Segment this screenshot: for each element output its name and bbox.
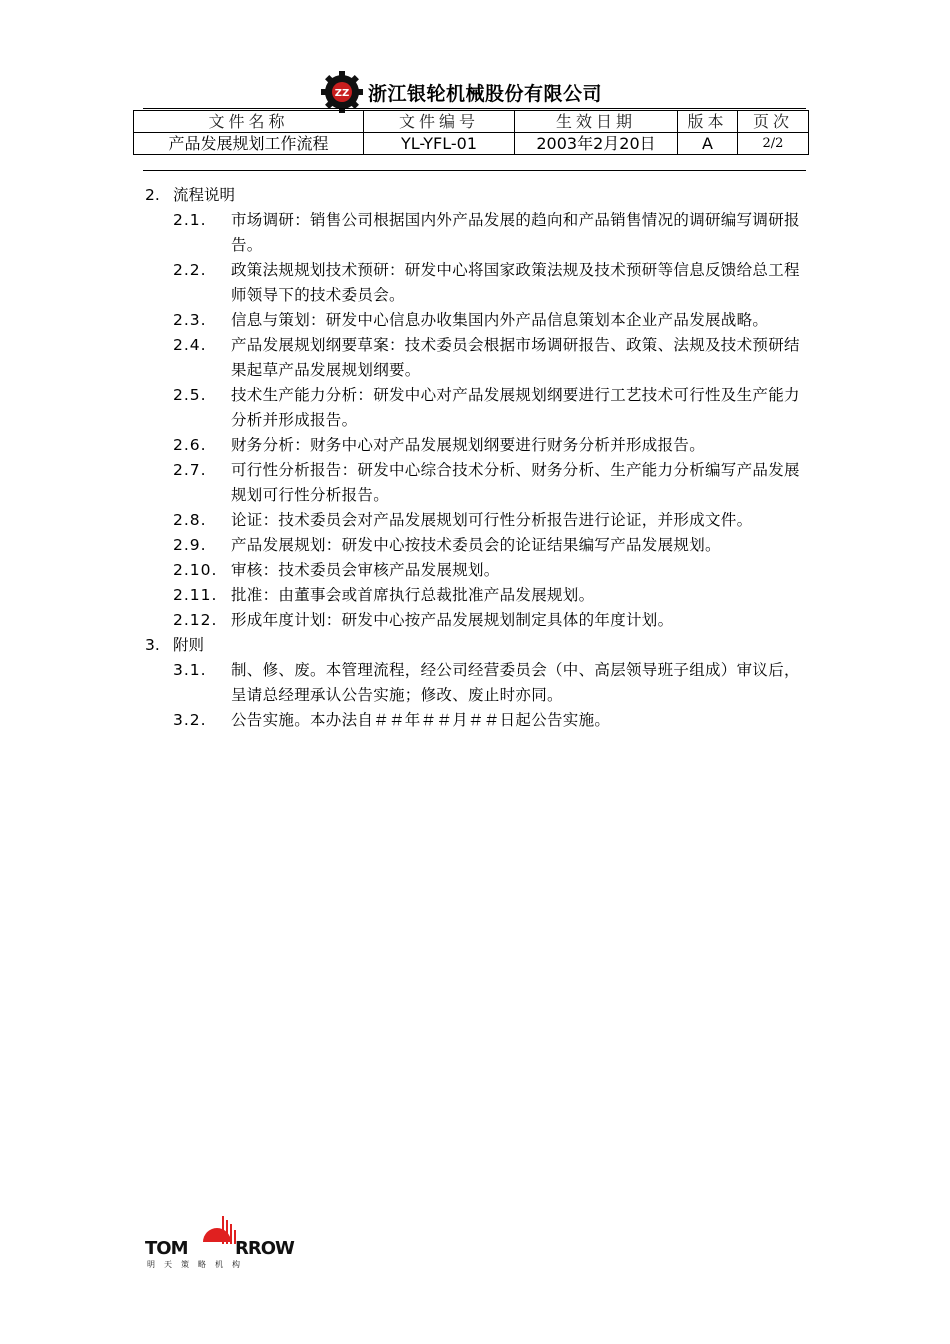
item-text: 技术生产能力分析：研发中心对产品发展规划纲要进行工艺技术可行性及生产能力分析并形成报告。: [231, 386, 800, 429]
label-doc-no: 文件编号: [364, 111, 515, 133]
list-item: [173, 583, 825, 608]
info-value-row: [134, 133, 809, 155]
value-doc-no: YL-YFL-01: [364, 133, 515, 155]
item-number: 2.1.: [173, 211, 207, 229]
section-title: 附则: [173, 636, 205, 654]
item-text: 批准：由董事会或首席执行总裁批准产品发展规划。: [231, 586, 595, 604]
svg-text:RROW: RROW: [235, 1238, 294, 1259]
label-effective-date: 生效日期: [515, 111, 678, 133]
list-item: [173, 433, 825, 458]
section-heading: [145, 633, 825, 658]
item-number: 2.11.: [173, 586, 218, 604]
list-item: [173, 608, 825, 633]
list-item: [173, 258, 825, 308]
label-page: 页次: [738, 111, 809, 133]
section-title: 流程说明: [173, 186, 236, 204]
item-text: 市场调研：销售公司根据国内外产品发展的趋向和产品销售情况的调研编写调研报告。: [231, 211, 800, 254]
item-number: 3.1.: [173, 661, 207, 679]
company-name: 浙江银轮机械股份有限公司: [368, 82, 603, 105]
list-item: [173, 508, 825, 533]
section-number: 3.: [145, 636, 160, 654]
item-number: 2.2.: [173, 261, 207, 279]
list-item: [173, 533, 825, 558]
document-info-table: [133, 110, 809, 155]
section-heading: [145, 183, 825, 208]
item-number: 2.9.: [173, 536, 207, 554]
info-header-row: [134, 111, 809, 133]
list-item: [173, 458, 825, 508]
value-version: A: [678, 133, 738, 155]
item-number: 2.7.: [173, 461, 207, 479]
item-text: 形成年度计划：研发中心按产品发展规划制定具体的年度计划。: [231, 611, 674, 629]
header-top-rule: [143, 108, 806, 109]
list-item: [173, 383, 825, 433]
header-bottom-rule: [143, 170, 806, 171]
value-effective-date: 2003年2月20日: [515, 133, 678, 155]
item-number: 2.6.: [173, 436, 207, 454]
list-item: [173, 333, 825, 383]
item-text: 产品发展规划纲要草案：技术委员会根据市场调研报告、政策、法规及技术预研结果起草产品发展规划纲要。: [231, 336, 800, 379]
list-item: [173, 208, 825, 258]
tomorrow-logo-icon: [143, 1210, 305, 1270]
item-text: 可行性分析报告：研发中心综合技术分析、财务分析、生产能力分析编写产品发展规划可行性分析报告。: [231, 461, 800, 504]
svg-text:TOM: TOM: [145, 1238, 188, 1259]
item-text: 政策法规规划技术预研：研发中心将国家政策法规及技术预研等信息反馈给总工程师领导下的技术委员会。: [231, 261, 800, 304]
list-item: [173, 558, 825, 583]
section-number: 2.: [145, 186, 160, 204]
item-number: 2.4.: [173, 336, 207, 354]
item-text: 审核：技术委员会审核产品发展规划。: [231, 561, 500, 579]
item-number: 3.2.: [173, 711, 207, 729]
item-number: 2.12.: [173, 611, 218, 629]
item-number: 2.5.: [173, 386, 207, 404]
list-item: [173, 308, 825, 333]
item-text: 信息与策划：研发中心信息办收集国内外产品信息策划本企业产品发展战略。: [231, 311, 769, 329]
list-item: [173, 708, 825, 733]
value-doc-name: 产品发展规划工作流程: [134, 133, 364, 155]
label-doc-name: 文件名称: [134, 111, 364, 133]
document-body: [145, 183, 825, 733]
item-number: 2.3.: [173, 311, 207, 329]
item-text: 财务分析：财务中心对产品发展规划纲要进行财务分析并形成报告。: [231, 436, 706, 454]
value-page: 2/2: [738, 133, 809, 155]
item-text: 公告实施。本办法自＃＃年＃＃月＃＃日起公告实施。: [231, 711, 611, 729]
item-number: 2.8.: [173, 511, 207, 529]
item-number: 2.10.: [173, 561, 218, 579]
label-version: 版本: [678, 111, 738, 133]
item-text: 产品发展规划：研发中心按技术委员会的论证结果编写产品发展规划。: [231, 536, 721, 554]
list-item: [173, 658, 825, 708]
svg-text:ZZ: ZZ: [334, 88, 350, 99]
svg-text:明天策略机构: 明天策略机构: [147, 1260, 249, 1269]
item-text: 制、修、废。本管理流程，经公司经营委员会（中、高层领导班子组成）审议后，呈请总经理承认公告实施；修改、废止时亦同。: [231, 661, 800, 704]
item-text: 论证：技术委员会对产品发展规划可行性分析报告进行论证，并形成文件。: [231, 511, 753, 529]
